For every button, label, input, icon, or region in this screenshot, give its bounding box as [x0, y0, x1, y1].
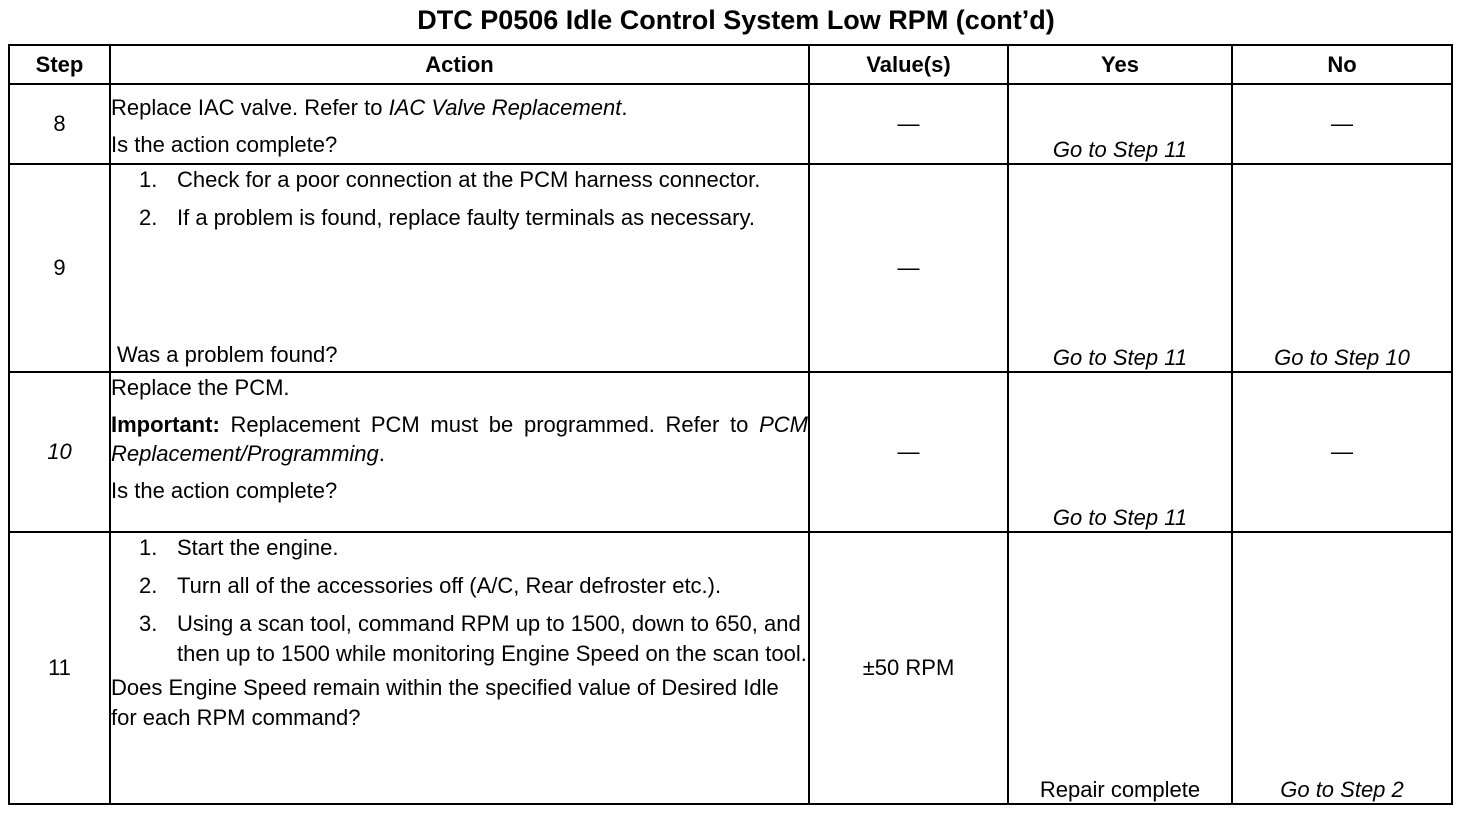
page-title: DTC P0506 Idle Control System Low RPM (cont’d) — [417, 5, 1055, 35]
procedure-reference: PCM Replacement/Programming — [111, 412, 808, 466]
list-number: 2. — [139, 573, 158, 598]
yes-cell: Go to Step 11 — [1008, 84, 1232, 164]
action-cell — [110, 164, 809, 372]
no-cell: — — [1232, 84, 1452, 164]
action-text: Replace the PCM. — [111, 375, 290, 400]
no-column-header: No — [1232, 45, 1452, 84]
table-header-row — [9, 45, 1452, 84]
table-row — [9, 84, 1452, 164]
dtc-table — [8, 44, 1453, 805]
action-question: Was a problem found? — [117, 342, 338, 367]
no-cell: Go to Step 2 — [1232, 532, 1452, 804]
step-column-header: Step — [9, 45, 110, 84]
list-text: Check for a poor connection at the PCM harness connector. — [177, 167, 761, 192]
list-item — [111, 609, 808, 669]
action-text-part: Replace IAC valve. Refer to — [111, 95, 389, 120]
list-text: Start the engine. — [177, 535, 339, 560]
important-text: . — [378, 441, 385, 466]
values-column-header: Value(s) — [809, 45, 1008, 84]
list-number: 2. — [139, 205, 158, 230]
action-question: Does Engine Speed remain within the specified value of Desired Idle for each RPM command? — [111, 675, 779, 730]
action-cell — [110, 532, 809, 804]
table-row — [9, 164, 1452, 372]
no-cell: Go to Step 10 — [1232, 164, 1452, 372]
step-number: 9 — [9, 164, 110, 372]
action-cell — [110, 84, 809, 164]
list-number: 1. — [139, 535, 158, 560]
list-number: 3. — [139, 611, 158, 636]
list-item — [111, 203, 808, 233]
yes-cell: Go to Step 11 — [1008, 164, 1232, 372]
table-row — [9, 532, 1452, 804]
value-cell: — — [809, 84, 1008, 164]
yes-column-header: Yes — [1008, 45, 1232, 84]
list-item — [111, 165, 808, 195]
list-text: Using a scan tool, command RPM up to 1500, down to 650, and then up to 1500 while monitoring Engine Speed on the scan tool. — [177, 611, 807, 666]
list-text: If a problem is found, replace faulty terminals as necessary. — [177, 205, 755, 230]
action-text-part: . — [621, 95, 628, 120]
list-item — [111, 533, 808, 563]
action-list — [111, 533, 808, 669]
procedure-reference: IAC Valve Replacement — [388, 95, 622, 120]
list-item — [111, 571, 808, 601]
value-cell: — — [809, 372, 1008, 532]
important-label: Important: — [111, 412, 220, 437]
table-row — [9, 372, 1452, 532]
value-cell: — — [809, 164, 1008, 372]
important-note — [111, 410, 808, 468]
action-question: Is the action complete? — [111, 132, 338, 157]
list-text: Turn all of the accessories off (A/C, Rear defroster etc.). — [177, 573, 722, 598]
yes-cell: Repair complete — [1008, 532, 1232, 804]
action-list — [111, 165, 808, 233]
action-column-header: Action — [110, 45, 809, 84]
value-cell: ±50 RPM — [809, 532, 1008, 804]
no-cell: — — [1232, 372, 1452, 532]
yes-cell: Go to Step 11 — [1008, 372, 1232, 532]
important-text: Replacement PCM must be programmed. Refer to — [219, 412, 760, 437]
list-number: 1. — [139, 167, 158, 192]
action-text — [111, 93, 808, 122]
step-number: 8 — [9, 84, 110, 164]
step-number: 10 — [9, 372, 110, 532]
action-question: Is the action complete? — [111, 478, 338, 503]
step-number: 11 — [9, 532, 110, 804]
action-cell — [110, 372, 809, 532]
